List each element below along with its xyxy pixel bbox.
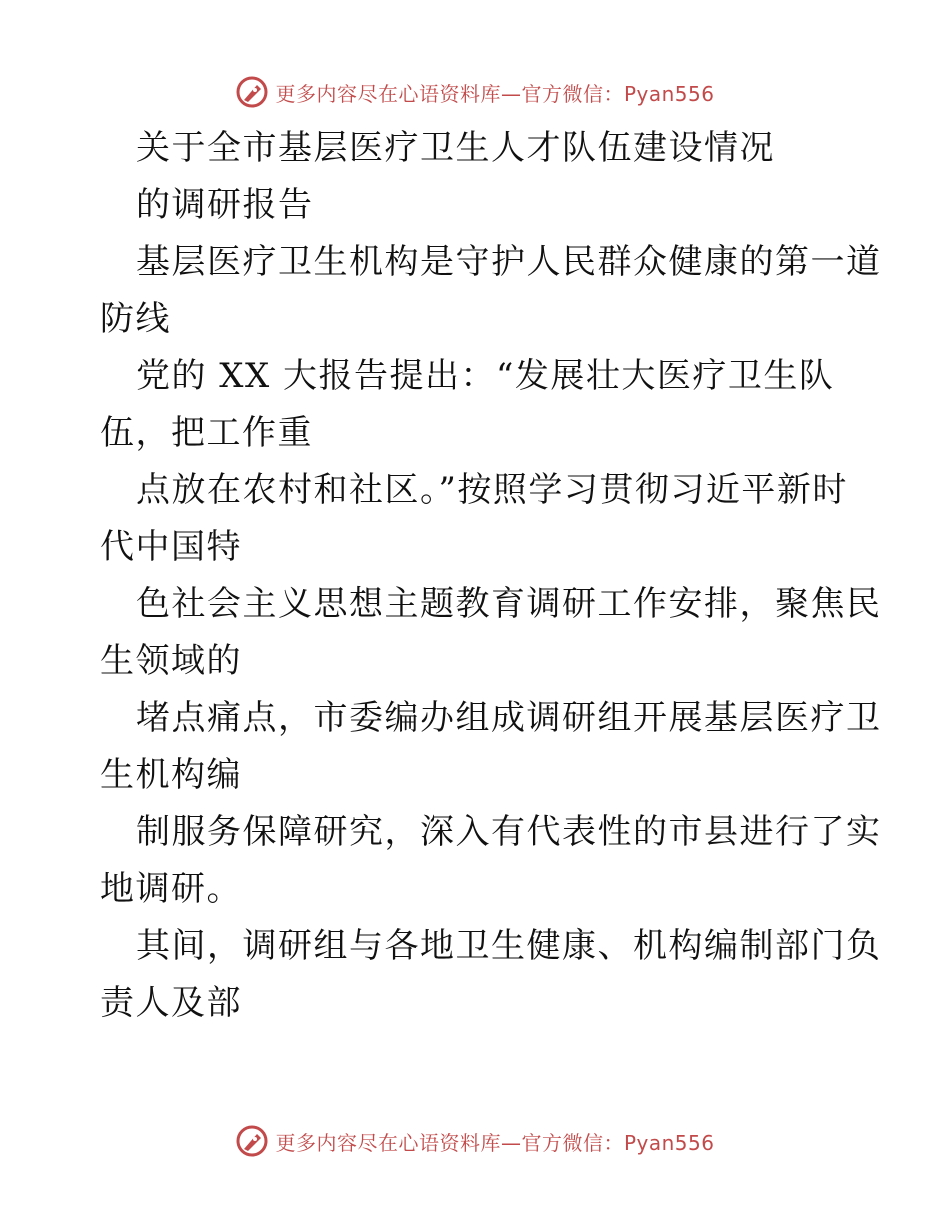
paragraph-line: 堵点痛点，市委编办组成调研组开展基层医疗卫 xyxy=(136,698,882,738)
watermark-text: 更多内容尽在心语资料库—官方微信：Pyan556 xyxy=(275,81,715,106)
title-line-2: 的调研报告 xyxy=(136,185,314,225)
pen-nib-logo-icon xyxy=(235,1124,269,1158)
document-body xyxy=(100,120,882,1032)
paragraph-line: 基层医疗卫生机构是守护人民群众健康的第一道 xyxy=(136,242,882,282)
watermark-header xyxy=(0,72,950,112)
title-line-1: 关于全市基层医疗卫生人才队伍建设情况 xyxy=(136,128,775,168)
paragraph-line: 代中国特 xyxy=(100,527,242,567)
watermark-footer xyxy=(0,1121,950,1161)
pen-nib-logo-icon xyxy=(235,75,269,109)
watermark-text: 更多内容尽在心语资料库—官方微信：Pyan556 xyxy=(275,1130,715,1155)
paragraph-line: 防线 xyxy=(100,299,171,339)
paragraph-line: 色社会主义思想主题教育调研工作安排，聚焦民 xyxy=(136,584,882,624)
paragraph-line: 地调研。 xyxy=(100,869,242,909)
paragraph-line: 制服务保障研究，深入有代表性的市县进行了实 xyxy=(136,812,882,852)
paragraph-line: 点放在农村和社区。”按照学习贯彻习近平新时 xyxy=(136,470,848,510)
paragraph-line: 其间，调研组与各地卫生健康、机构编制部门负 xyxy=(136,926,882,966)
paragraph-line: 党的 XX 大报告提出：“发展壮大医疗卫生队 xyxy=(136,356,835,396)
paragraph-line: 伍，把工作重 xyxy=(100,413,313,453)
paragraph-line: 生机构编 xyxy=(100,755,242,795)
paragraph-line: 生领域的 xyxy=(100,641,242,681)
paragraph-line: 责人及部 xyxy=(100,983,242,1023)
